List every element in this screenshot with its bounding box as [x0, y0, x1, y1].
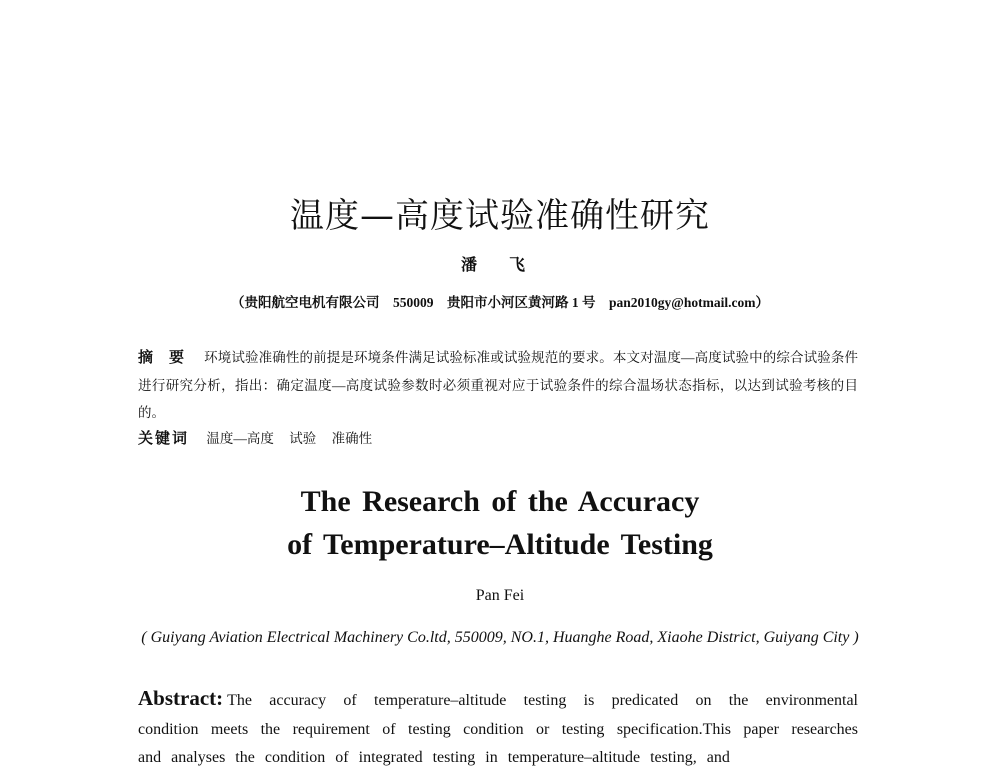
english-affiliation: ( Guiyang Aviation Electrical Machinery Co.ltd, 550009, NO.1, Huanghe Road, Xiaohe District, Guiyang City ): [141, 629, 859, 646]
chinese-affiliation: （贵阳航空电机有限公司 550009 贵阳市小河区黄河路 1 号 pan2010gy@hotmail.com）: [231, 295, 769, 310]
chinese-abstract-text: 环境试验准确性的前提是环境条件满足试验标准或试验规范的要求。本文对温度—高度试验中的综合试验条件进行研究分析，指出：确定温度—高度试验参数时必须重视对应于试验条件的综合温场状态指标，以达到试验考核的目的。: [138, 350, 858, 420]
keyword: 试验: [289, 431, 317, 446]
chinese-author: 潘 飞: [460, 257, 539, 274]
chinese-abstract: [138, 344, 858, 426]
keyword: 准确性: [331, 431, 373, 446]
english-abstract-label: Abstract:: [138, 686, 224, 710]
english-abstract: [138, 684, 858, 773]
english-title-line: of Temperature–Altitude Testing: [287, 528, 713, 561]
english-author: Pan Fei: [475, 587, 525, 604]
english-title-line: The Research of the Accuracy: [300, 485, 700, 518]
english-title: [0, 480, 1000, 566]
keywords-label: 关键词: [138, 431, 190, 447]
chinese-keywords: [138, 425, 858, 453]
chinese-abstract-label: 摘 要: [138, 350, 191, 366]
chinese-title: 温度—高度试验准确性研究: [290, 196, 710, 236]
english-abstract-text: The accuracy of temperature–altitude testing is predicated on the environmental condition meets the requirement of testing condition or testing specification.This paper researches and analyses the condition of integrated testing in temperature–altitude testing, and: [138, 692, 858, 766]
keyword: 温度—高度: [206, 431, 274, 446]
